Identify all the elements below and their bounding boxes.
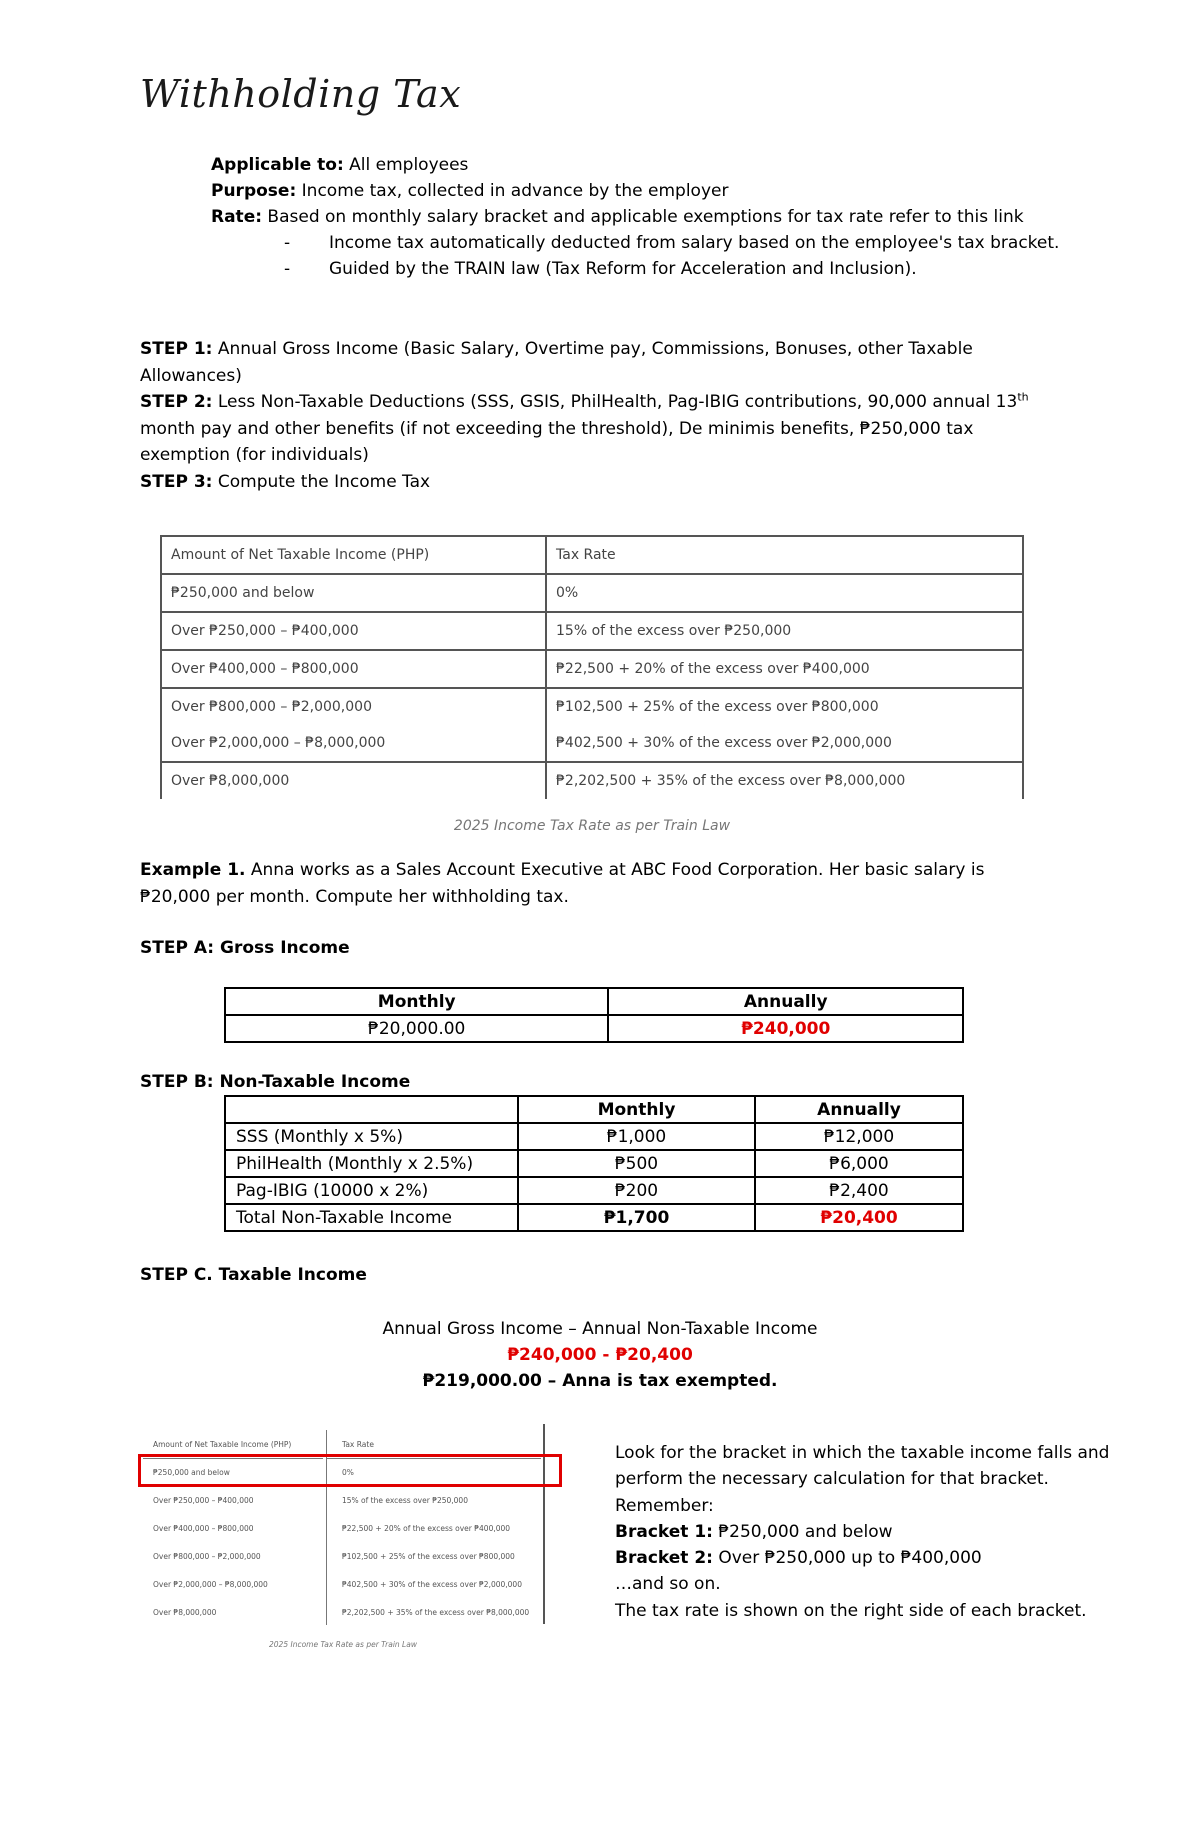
table-cell: 0%	[546, 574, 1023, 612]
steps-section	[140, 336, 1040, 495]
table-header-row	[225, 1096, 963, 1123]
table-row: Over ₱250,000 – ₱400,000 15% of the excess over ₱250,000	[153, 1495, 468, 1505]
table-row: Over ₱2,000,000 – ₱8,000,000 ₱402,500 + 30% of the excess over ₱2,000,000	[153, 1579, 522, 1589]
step-c-heading: STEP C. Taxable Income	[140, 1265, 367, 1285]
table-cell: Over ₱800,000 – ₱2,000,000	[161, 688, 546, 725]
table-row	[161, 725, 1023, 762]
table-cell: Pag-IBIG (10000 x 2%)	[225, 1177, 518, 1204]
table-cell: ₱2,400	[755, 1177, 963, 1204]
table-row	[161, 574, 1023, 612]
taxable-income-formula	[300, 1316, 900, 1394]
table-cell: ₱22,500 + 20% of the excess over ₱400,000	[546, 650, 1023, 688]
total-row	[225, 1204, 963, 1231]
bullet-item: - Guided by the TRAIN law (Tax Reform for Acceleration and Inclusion).	[284, 259, 917, 279]
total-label: Total Non-Taxable Income	[225, 1204, 518, 1231]
table-cell: ₱1,000	[518, 1123, 755, 1150]
formula-text: Annual Gross Income – Annual Non-Taxable Income	[382, 1319, 818, 1339]
table-row	[161, 762, 1023, 799]
step-2: STEP 2: Less Non-Taxable Deductions (SSS, GSIS, PhilHealth, Pag-IBIG contributions, 90,000 annual 13th month pay and other benefits (if not exceeding the threshold), De minimis benefits, ₱250,000 tax exemption (for individuals)	[140, 390, 1029, 465]
total-annually: ₱20,400	[755, 1204, 963, 1231]
step-1: STEP 1: Annual Gross Income (Basic Salary, Overtime pay, Commissions, Bonuses, other Taxable Allowances)	[140, 339, 973, 386]
table-row	[225, 1123, 963, 1150]
table-row: Over ₱400,000 – ₱800,000 ₱22,500 + 20% of the excess over ₱400,000	[153, 1523, 511, 1533]
step-b-heading: STEP B: Non-Taxable Income	[140, 1072, 411, 1092]
table-row: Over ₱8,000,000 ₱2,202,500 + 35% of the excess over ₱8,000,000	[153, 1607, 530, 1617]
table-cell: ₱250,000 and below	[161, 574, 546, 612]
table-cell: ₱402,500 + 30% of the excess over ₱2,000,000	[546, 725, 1023, 762]
formula-computation: ₱240,000 - ₱20,400	[507, 1345, 693, 1365]
note-etc: …and so on.	[615, 1574, 721, 1595]
column-header: Annually	[755, 1096, 963, 1123]
note-line: Look for the bracket in which the taxable income falls and perform the necessary calculation for that bracket.	[615, 1443, 1110, 1490]
table-cell: SSS (Monthly x 5%)	[225, 1123, 518, 1150]
table-cell: Over ₱2,000,000 – ₱8,000,000	[161, 725, 546, 762]
step-a-heading: STEP A: Gross Income	[140, 938, 350, 958]
table-row	[161, 650, 1023, 688]
note-bracket-2: Bracket 2: Over ₱250,000 up to ₱400,000	[615, 1548, 982, 1569]
non-taxable-table	[224, 1095, 964, 1232]
table-cell: 15% of the excess over ₱250,000	[546, 612, 1023, 650]
column-header: Monthly	[225, 988, 608, 1015]
table-row	[225, 1150, 963, 1177]
table-row	[161, 612, 1023, 650]
column-header: Amount of Net Taxable Income (PHP)	[161, 536, 546, 574]
table-row	[225, 1015, 963, 1042]
column-header: Monthly	[518, 1096, 755, 1123]
table-cell: Over ₱250,000 – ₱400,000	[161, 612, 546, 650]
mini-table-caption: 2025 Income Tax Rate as per Train Law	[269, 1640, 417, 1649]
column-header: Annually	[608, 988, 963, 1015]
tax-rate-table	[160, 535, 1024, 799]
table-cell: Over ₱8,000,000	[161, 762, 546, 799]
table-row	[161, 688, 1023, 725]
table-header-row	[161, 536, 1023, 574]
note-bracket-1: Bracket 1: ₱250,000 and below	[615, 1521, 893, 1542]
page-title: Withholding Tax	[140, 72, 462, 116]
highlight-box	[138, 1454, 562, 1487]
table-cell: ₱500	[518, 1150, 755, 1177]
annual-value: ₱240,000	[608, 1015, 963, 1042]
bullet-item: - Income tax automatically deducted from salary based on the employee's tax bracket.	[284, 233, 1060, 253]
table-cell: ₱200	[518, 1177, 755, 1204]
table-header-row	[225, 988, 963, 1015]
formula-result: ₱219,000.00 – Anna is tax exempted.	[422, 1371, 778, 1391]
table-cell: PhilHealth (Monthly x 2.5%)	[225, 1150, 518, 1177]
example-paragraph: Example 1. Anna works as a Sales Account Executive at ABC Food Corporation. Her basic salary is ₱20,000 per month. Compute her withholding tax.	[140, 860, 985, 907]
table-cell: ₱102,500 + 25% of the excess over ₱800,000	[546, 688, 1023, 725]
rate-line: Rate: Based on monthly salary bracket and applicable exemptions for tax rate refer to this link	[211, 207, 1024, 227]
bracket-note	[615, 1440, 1115, 1624]
applicable-line: Applicable to: All employees	[211, 155, 469, 175]
table-cell: ₱12,000	[755, 1123, 963, 1150]
note-last: The tax rate is shown on the right side of each bracket.	[615, 1600, 1087, 1621]
monthly-value: ₱20,000.00	[225, 1015, 608, 1042]
intro-section	[211, 152, 1081, 282]
purpose-line: Purpose: Income tax, collected in advance by the employer	[211, 181, 729, 201]
column-header: Tax Rate	[546, 536, 1023, 574]
step-3: STEP 3: Compute the Income Tax	[140, 471, 431, 492]
table-header-row: Amount of Net Taxable Income (PHP) Tax Rate	[153, 1439, 374, 1449]
table-row: ₱250,000 and below 0%	[153, 1467, 354, 1477]
gross-income-table	[224, 987, 964, 1043]
table-cell: ₱2,202,500 + 35% of the excess over ₱8,000,000	[546, 762, 1023, 799]
table-row	[225, 1177, 963, 1204]
table-cell: ₱6,000	[755, 1150, 963, 1177]
table-row: Over ₱800,000 – ₱2,000,000 ₱102,500 + 25% of the excess over ₱800,000	[153, 1551, 515, 1561]
table-caption: 2025 Income Tax Rate as per Train Law	[453, 818, 731, 834]
table-cell: Over ₱400,000 – ₱800,000	[161, 650, 546, 688]
total-monthly: ₱1,700	[518, 1204, 755, 1231]
column-header	[225, 1096, 518, 1123]
note-remember: Remember:	[615, 1495, 714, 1516]
